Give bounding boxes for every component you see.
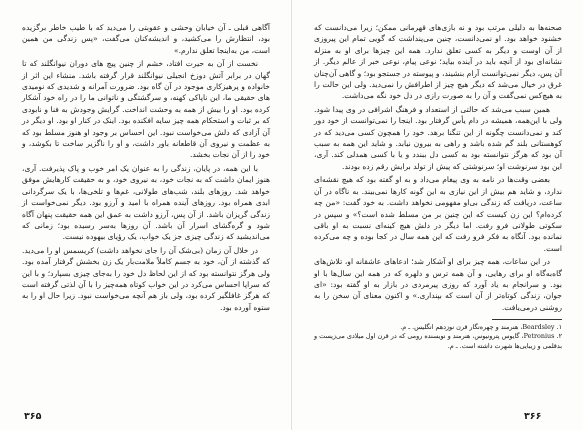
footnote-2: ۲. Petronius، گایوس پترونیوس، هنرمند و نویسنده رومی که در قرن اول میلادی می‌زیست و بدقلمی و زیبایی‌ها شهرت داشته است. ـ م.: [314, 332, 562, 350]
right-paragraph-3: بعضی وقت‌ها در نامه به وی پیغام می‌داد و به او گفته بود که هیچ نقشه‌ای ندارد، و شاید هم بیش از این نیازی به این گونه کارها نمی‌بیند. به ناگاه در آن ساعت، دریافت که زندگی بی‌او مفهومی نخواهد داشت. به خود گفت: «من چه کرده‌ام؟ این زن کیست که این چنین بر من مسلط شده است؟» و سپس در سکوتی طولانی فرو رفت. اما دیگر در دلش هیچ کینه‌ای نسبت به او باقی نمانده بود. آنگاه به فکر فرو رفت که این همه سال در کجا بوده و چه می‌کرده است.: [314, 175, 562, 253]
footnote-divider: [492, 319, 562, 320]
right-page-number: ۳۶۶: [524, 411, 542, 422]
page-gutter: [291, 0, 292, 430]
right-paragraph-1: صحنه‌ها به دلیلی مرتب بود و نه بازی‌های قهرمانی ممکن؛ زیرا می‌دانست که خشنود خواهد بود. او نمی‌دانست، چنین می‌پنداشت که گویی تمام این پیروزی از آن اوست و دیگر به کسی تعلق ندارد. همه این چیزها برای او به منزله نشانه‌ای بود از آنچه باید در آینده بیاید؛ نوعی پیام، نوعی خبر از عالم دیگر. از آن پس، دیگر نمی‌توانست آرام بنشیند، و پیوسته در جستجو بود؛ و گاهی آن‌چنان غرق در خیال می‌شد که دیگر هیچ چیز از اطرافش را نمی‌دید. ولی این حالت را به هیچ‌کس نمی‌گفت و آن را به صورت رازی در دل خود نگه می‌داشت.: [314, 23, 562, 101]
left-page: [22, 22, 270, 313]
right-paragraph-4: در این ساعات، همه چیز برای او آشکار شد؛ ادعاهای عاشقانه او، تلاش‌های گاه‌به‌گاه او برای رهایی، و آن همه ترس و دلهره که در همه این سال‌ها با او بود. و سرانجام به یاد آورد که روزی پیرمردی در بازار به او گفته بود: «ای جوان، زندگی کوتاه‌تر از آن است که بپنداری.» و اکنون معنای آن سخن را به روشنی درمی‌یافت.: [314, 257, 562, 312]
left-paragraph-4: در خلال آن زمان (بی‌شک آن را جای نخواهد داشت) کریسمس او را می‌دید. که گذشته از آن، خود به جسم کاملاً ملامت‌بار یک زن بخشش گرفتار آمده بود. ولی هرگز نتوانسته بود که از این لحاظ دل خود را به‌جای چیزی بسپارد؛ و با این که سراپا احساس می‌کرد در این خواب کوتاه همه‌چیز را با آن لذتی گرفته است که هرگز غافلگیر کرده بود، ولی باز هم آنچه می‌خواست نبود. زیرا حال او را به ستوه آورده بود.: [22, 245, 270, 312]
left-paragraph-2: نخست از آن به حیرت افتاد، خشم از چنین پیچ های دوران نیوانگلند که تا گهان در برابر آتش دوزخ انجیلی نیوانگلند قرار گرفته باشد. منشاء این اثر از خانواده و پرهیزکاری موجود در آن گاه بود. ضرورت آمرانه و شدیدی که نومیدی های حقیقی ما، این ناپاکی کهنه، و سرگشتگی و ناتوانی ما را در راه خود آشکار کرده بود. او را بیش از همه به وحشت انداخت. گرایش وجودش به فنا و نابودی که بر ثبات و استحکام همه چیز سایه افکنده بود. اینک در کنار او بود. او دیگر در آن آزادی که دلش می‌خواست نبود. این احساس بر وجود او هنوز مسلط بود که به عظمت و نیروی آن قاطعانه باور داشت، و او را ناگزیر ساخت تا بکوشد، و خود را از آن نجات بخشد.: [22, 59, 270, 160]
left-paragraph-1: آگاهی قبلی ـ آن خیابان وحشی و عقوبتی را می‌دید که با طیب خاطر برگزیده بود، انتظارش را می‌کشید، و اندیشه‌کنان می‌گفت، «پس زندگی من همین است، من به‌اینجا تعلق ندارم.»: [22, 23, 270, 55]
left-page-number: ۳۶۵: [24, 411, 42, 422]
left-paragraph-3: با این همه، در پایان، زندگی را به عنوان یک امر خوب و پاک پذیرفت. آری، هنوز ایمان داشت که به نجات خود، به نیروی خود، و به حقیقت کارهایش موفق خواهد شد. روزهای بلند، شب‌های طولانی، غم‌ها و تلخی‌ها، با یک سرگردانی ابدی همراه بود. روزهای آینده همراه با امید و آرزو بود. دیگر نمی‌خواست از زندگی گریزان باشد. از آن پس، آرزو داشت به عمق این همه حقیقت پنهان آگاه شود و گره‌گشای اسرار آن باشد. آن روزها به‌سر رسیده بود؛ زمانی که می‌اندیشید که زندگی چیزی جز یک خواب، یک رؤیای بیهوده نیست.: [22, 163, 270, 242]
right-page: [314, 22, 562, 351]
right-paragraph-2: همین سبب می‌شد که حالتی از استعداد و فرهنگ اشرافی در وی پیدا شود. ولی با این‌همه، همیشه در دام یأس گرفتار بود. اینجا را نمی‌توانست از خود دور کند و نمی‌دانست چگونه از این تنگنا برهد. خود را همچون کسی می‌دید که در کوهستانی بلند گم شده باشد و راهی به بیرون نیابد. و شاید این همه به سبب آن بود که هرگز نتوانسته بود به کسی دل ببندد و یا با کسی همدلی کند. آری، این بود سرنوشت او؛ سرنوشتی که پیش از تولد برایش رقم زده بودند.: [314, 104, 562, 171]
footnote-1: ۱. Beardsley، هنرمند و چهره‌نگار قرن نوزدهم انگلیس. ـ م.: [400, 323, 562, 332]
